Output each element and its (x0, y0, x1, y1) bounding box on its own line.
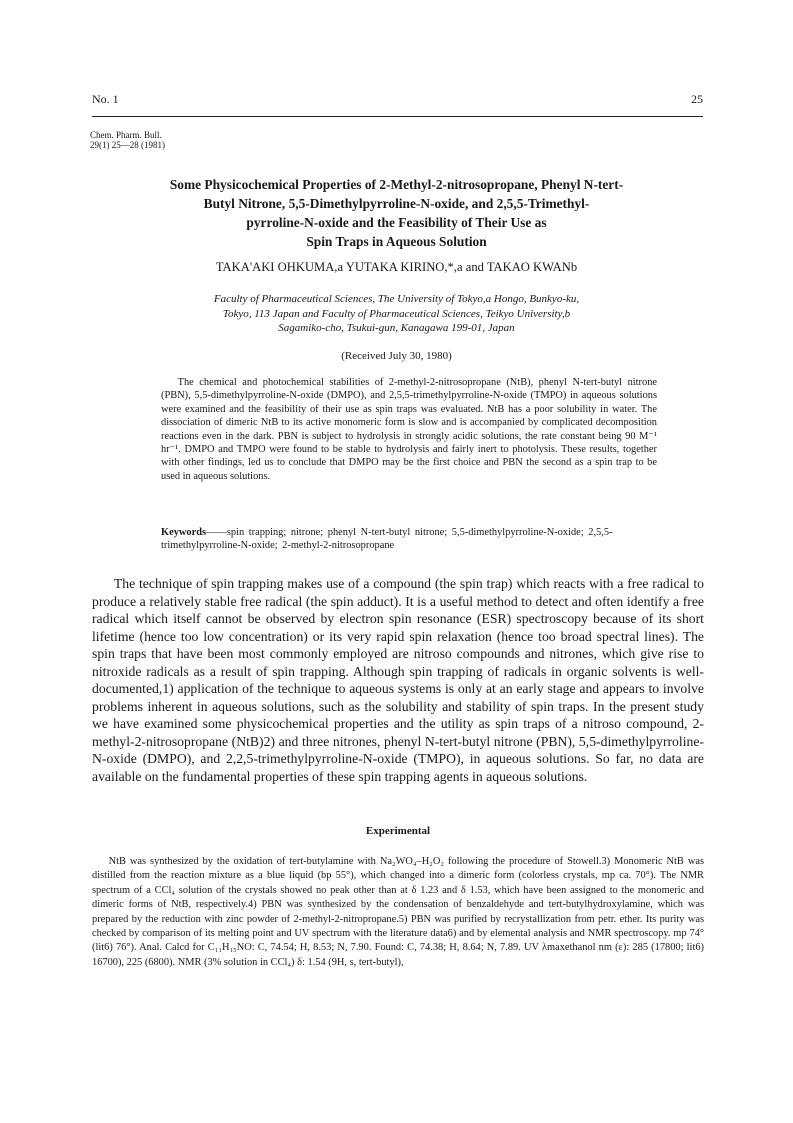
page-number: 25 (691, 92, 703, 106)
affiliation-line-2: Tokyo, 113 Japan and Faculty of Pharmaceutical Sciences, Teikyo University,b (222, 307, 571, 320)
keywords-dash: —— (206, 527, 227, 538)
title-line-3: pyrroline-N-oxide and the Feasibility of Their Use as (246, 215, 547, 230)
issue-number: No. 1 (92, 92, 119, 106)
journal-reference (90, 130, 165, 150)
header-rule (92, 116, 703, 117)
journal-name: Chem. Pharm. Bull. (90, 130, 162, 140)
title-line-4: Spin Traps in Aqueous Solution (306, 234, 487, 249)
article-title (110, 175, 683, 251)
experimental-paragraph: NtB was synthesized by the oxidation of tert-butylamine with Na₂WO₄–H₂O₂ following the procedure of Stowell.3) Monomeric NtB was distilled from the reaction mixture as a blue liquid (bp 55°), which changed into a dimeric form (colorless crystals, mp ca. 70°). The NMR spectrum of a CCl₄ solution of the crystals showed no peak other than at δ 1.23 and δ 1.53, which have been assigned to the monomeric and dimeric forms of NtB, respectively.4) PBN was synthesized by the condensation of benzaldehyde and tert-butylhydroxylamine, which was prepared by the reduction with zinc powder of 2-methyl-2-nitropropane.5) PBN was purified by recrystallization from petr. ether. Its purity was checked by comparison of its melting point and UV spectrum with the literature data6) and by elemental analysis and NMR spectroscopy. mp 74° (lit6) 76°). Anal. Calcd for C₁₁H₁₅NO: C, 74.54; H, 8.53; N, 7.90. Found: C, 74.38; H, 8.64; N, 7.89. UV λmaxethanol nm (ε): 285 (17800; lit6) 16700), 225 (6800). NMR (3% solution in CCl₄) δ: 1.54 (9H, s, tert-butyl), (92, 856, 704, 968)
section-heading-experimental: Experimental (365, 825, 431, 837)
keywords-label: Keywords (161, 527, 207, 538)
affiliations (110, 292, 683, 336)
journal-volume: 29(1) 25—28 (1981) (90, 140, 165, 150)
abstract: The chemical and photochemical stabilities of 2-methyl-2-nitrosopropane (NtB), phenyl N-tert-butyl nitrone (PBN), 5,5-dimethylpyrroline-N-oxide (DMPO), and 2,5,5-trimethylpyrroline-N-oxide (TMPO) in aqueous solutions were examined and the feasibility of their use as spin traps was evaluated. NtB has a poor solubility in water. The dissociation of dimeric NtB to its active monomeric form is slow and is accompanied by complicated decomposition reactions even in the dark. PBN is subject to hydrolysis in strongly acidic solutions, the rate constant being 90 M⁻¹ hr⁻¹. DMPO and TMPO were found to be stable to hydrolysis and fairly inert to photolysis. These results, together with other findings, led us to conclude that DMPO may be the first choice and PBN the second as a spin trap to be used in aqueous solutions. (161, 377, 657, 482)
affiliation-line-1: Faculty of Pharmaceutical Sciences, The University of Tokyo,a Hongo, Bunkyo-ku, (213, 293, 580, 305)
title-line-1: Some Physicochemical Properties of 2-Methyl-2-nitrosopropane, Phenyl N-tert- (169, 177, 624, 192)
introduction-paragraph: The technique of spin trapping makes use of a compound (the spin trap) which reacts with a free radical to produce a relatively stable free radical (the spin adduct). It is a useful method to detect and often identify a free radical which itself cannot be observed by electron spin resonance (ESR) spectroscopy because of its short lifetime (hence too low concentration) or its very rapid spin relaxation (hence too broad spectral lines). The spin traps that have been most commonly employed are nitroso compounds and nitrones, which give rise to nitroxide radicals as a result of spin trapping. Although spin trapping of radicals in organic solvents is well-documented,1) application of the technique to aqueous systems is only at an early stage and appears to involve problems inherent in aqueous solutions, such as the solubility and stability of spin traps. In the present study we have examined some physicochemical properties and the utility as spin traps of a nitroso compound, 2-methyl-2-nitrosopropane (NtB)2) and three nitrones, phenyl N-tert-butyl nitrone (PBN), 5,5-dimethylpyrroline-N-oxide (DMPO), and 2,2,5-trimethylpyrroline-N-oxide (TMPO), in aqueous solutions. So far, no data are available on the fundamental properties of these spin trapping agents in aqueous solutions. (92, 576, 704, 784)
received-date: (Received July 30, 1980) (341, 350, 452, 362)
title-line-2: Butyl Nitrone, 5,5-Dimethylpyrroline-N-oxide, and 2,5,5-Trimethyl- (203, 196, 590, 211)
keywords-list: spin trapping; nitrone; phenyl N-tert-butyl nitrone; 5,5-dimethylpyrroline-N-oxide; 2,5,5-trimethylpyrroline-N-oxide; 2-methyl-2-nitrosopropane (161, 527, 613, 552)
author-list: TAKA'AKI OHKUMA,a YUTAKA KIRINO,*,a and TAKAO KWANb (215, 260, 578, 274)
affiliation-line-3: Sagamiko-cho, Tsukui-gun, Kanagawa 199-01, Japan (278, 322, 515, 334)
keywords (161, 526, 657, 553)
